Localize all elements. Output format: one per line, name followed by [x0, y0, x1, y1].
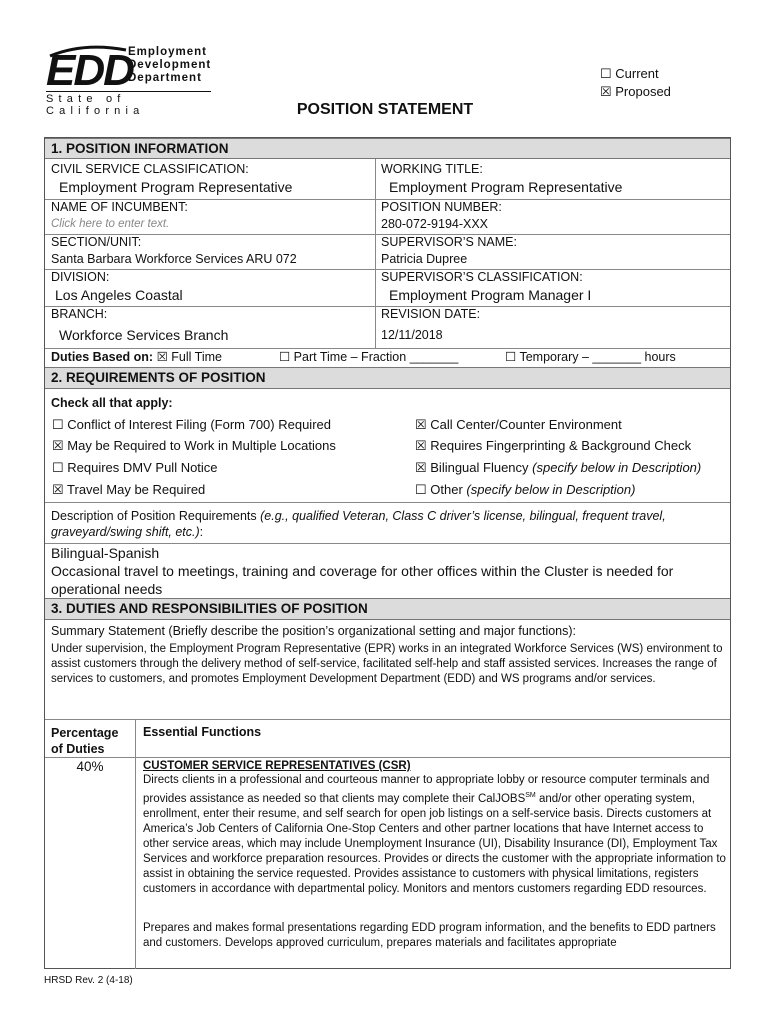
summary-label: Summary Statement (Briefly describe the position’s organizational setting and major functions):	[51, 624, 577, 638]
working-title-label: WORKING TITLE:	[381, 162, 483, 176]
call-center-checkbox[interactable]: ☒ Call Center/Counter Environment	[415, 417, 622, 432]
travel-checkbox[interactable]: ☒ Travel May be Required	[52, 482, 206, 497]
form-revision-footer: HRSD Rev. 2 (4-18)	[44, 975, 133, 986]
full-time-checkbox[interactable]: ☒ Full Time	[156, 350, 222, 364]
position-number-value[interactable]: 280-072-9194-XXX	[381, 217, 489, 231]
section-unit-label: SECTION/UNIT:	[51, 235, 142, 249]
proposed-checkbox[interactable]: ☒ Proposed	[600, 84, 671, 99]
section-unit-value[interactable]: Santa Barbara Workforce Services ARU 072	[51, 252, 297, 266]
requirements-text[interactable]: Bilingual-Spanish Occasional travel to meetings, training and coverage for other offices within the Cluster is needed for operational needs	[51, 545, 674, 597]
supervisor-name-label: SUPERVISOR’S NAME:	[381, 235, 517, 249]
working-title-value[interactable]: Employment Program Representative	[389, 179, 623, 195]
part-time-checkbox[interactable]: ☐ Part Time – Fraction _______	[279, 350, 459, 364]
presentations-description[interactable]: Prepares and makes formal presentations regarding EDD program information, and the benefits to EDD partners and customers. Develops approved curriculum, prepares materials and facilitates appropriate	[143, 922, 716, 949]
duties-based-label: Duties Based on:	[51, 350, 154, 364]
other-checkbox[interactable]: ☐ Other (specify below in Description)	[415, 482, 636, 497]
multiple-locations-checkbox[interactable]: ☒ May be Required to Work in Multiple Locations	[52, 438, 336, 453]
edd-logo	[44, 44, 214, 117]
supervisor-name-value[interactable]: Patricia Dupree	[381, 252, 468, 266]
conflict-interest-checkbox[interactable]: ☐ Conflict of Interest Filing (Form 700) Required	[52, 417, 331, 432]
incumbent-label: NAME OF INCUMBENT:	[51, 200, 188, 214]
supervisor-class-label: SUPERVISOR’S CLASSIFICATION:	[381, 270, 583, 284]
other-note: (specify below in Description)	[466, 482, 636, 497]
section-3-heading: 3. DUTIES AND RESPONSIBILITIES OF POSITION	[45, 598, 730, 620]
percentage-header: Percentage of Duties	[51, 726, 119, 756]
section-1-heading: 1. POSITION INFORMATION	[45, 138, 730, 159]
position-number-label: POSITION NUMBER:	[381, 200, 502, 214]
logo-text: Employment Development Department	[128, 46, 212, 84]
description-label: Description of Position Requirements (e.g., qualified Veteran, Class C driver’s license, bilingual, frequent travel, graveyard/swing shift, etc.):	[51, 509, 666, 539]
dmv-pull-checkbox[interactable]: ☐ Requires DMV Pull Notice	[52, 460, 218, 475]
duty-percentage[interactable]: 40%	[76, 759, 104, 774]
civil-service-value[interactable]: Employment Program Representative	[59, 179, 293, 195]
csr-heading: CUSTOMER SERVICE REPRESENTATIVES (CSR)	[143, 760, 411, 772]
revision-date-label: REVISION DATE:	[381, 307, 481, 321]
duties-based-row	[45, 349, 222, 366]
bilingual-checkbox[interactable]: ☒ Bilingual Fluency (specify below in Description)	[415, 460, 702, 475]
division-value[interactable]: Los Angeles Coastal	[55, 287, 183, 303]
position-form	[44, 137, 731, 969]
bilingual-note: (specify below in Description)	[532, 460, 702, 475]
csr-description[interactable]: Directs clients in a professional and courteous manner to appropriate lobby or resource computer terminals and provides assistance as needed so that clients may complete their CalJOBS℠ and/or other operating system, enrollment, enter their resume, and self search for open job listings on a self-service basis. Directs customers at America’s Job Centers of California One-Stop Centers and other partner locations that have Internet access to other service areas, which may include Unemployment Insurance (UI), Disability Insurance (DI), Employment Tax Services and workforce preparation resources. Provides or directs the customer with the appropriate information to assist in obtaining the service requested. Provides assistance to customers with physical limitations, registers customers in accordance with departmental policy. Monitors and mentors customers regarding EDD resources.	[143, 774, 726, 895]
division-label: DIVISION:	[51, 270, 110, 284]
check-all-label: Check all that apply:	[51, 396, 173, 410]
page-title: POSITION STATEMENT	[296, 101, 474, 118]
status-options	[600, 65, 671, 101]
logo-state: State of California	[46, 91, 211, 117]
fingerprinting-checkbox[interactable]: ☒ Requires Fingerprinting & Background Check	[415, 438, 692, 453]
logo-mark: EDD	[46, 46, 133, 95]
current-checkbox[interactable]: ☐ Current	[600, 66, 659, 81]
branch-label: BRANCH:	[51, 307, 108, 321]
branch-value[interactable]: Workforce Services Branch	[59, 327, 229, 343]
summary-text[interactable]: Under supervision, the Employment Program Representative (EPR) works in an integrated Workforce Services (WS) environment to assist customers through the delivery method of self-service, facilitated self-help and staff assisted services. Increases the range of services to customers, and promotes Employment Development Department (EDD) and WS programs and/or services.	[51, 643, 723, 685]
temporary-checkbox[interactable]: ☐ Temporary – _______ hours	[505, 350, 676, 364]
supervisor-class-value[interactable]: Employment Program Manager I	[389, 287, 592, 303]
revision-date-value[interactable]: 12/11/2018	[381, 328, 443, 342]
incumbent-input[interactable]: Click here to enter text.	[51, 218, 170, 230]
section-2-heading: 2. REQUIREMENTS OF POSITION	[45, 367, 730, 389]
functions-header: Essential Functions	[143, 725, 262, 739]
civil-service-label: CIVIL SERVICE CLASSIFICATION:	[51, 162, 249, 176]
